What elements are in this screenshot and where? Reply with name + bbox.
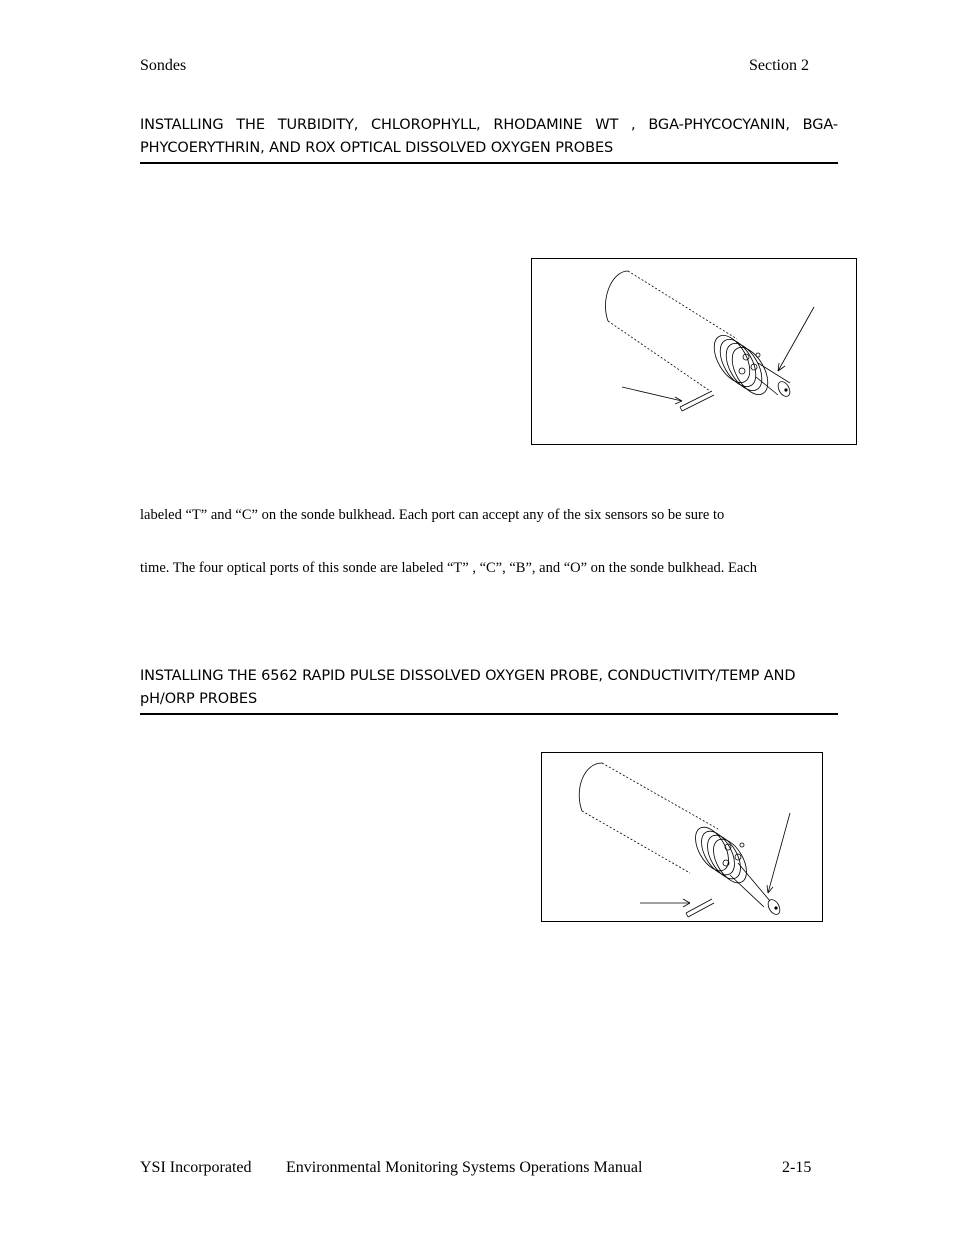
body-text-line: time. The four optical ports of this sonde are labeled “T” , “C”, “B”, and “O” on the sonde bulkhead. Each: [140, 560, 757, 576]
section-heading-rapid-pulse-probes: INSTALLING THE 6562 RAPID PULSE DISSOLVED OXYGEN PROBE, CONDUCTIVITY/TEMP AND pH/ORP PROBES: [140, 665, 838, 715]
footer-manual-title: Environmental Monitoring Systems Operations Manual: [286, 1159, 643, 1176]
sonde-illustration: [532, 259, 856, 444]
running-header-left: Sondes: [140, 57, 187, 74]
sonde-illustration: [542, 753, 822, 921]
footer-company: YSI Incorporated: [140, 1159, 252, 1176]
running-header-right: Section 2: [749, 57, 809, 74]
body-text-line: labeled “T” and “C” on the sonde bulkhead. Each port can accept any of the six sensors so be sure to: [140, 507, 725, 523]
section-heading-optical-probes: INSTALLING THE TURBIDITY, CHLOROPHYLL, RHODAMINE WT , BGA-PHYCOCYANIN, BGA-PHYCOERYTHRIN, AND ROX OPTICAL DISSOLVED OXYGEN PROBES: [140, 114, 838, 164]
footer-page-number: 2-15: [782, 1159, 812, 1176]
optical-probe-installation-figure: [531, 258, 857, 445]
rapid-pulse-probe-installation-figure: [541, 752, 823, 922]
